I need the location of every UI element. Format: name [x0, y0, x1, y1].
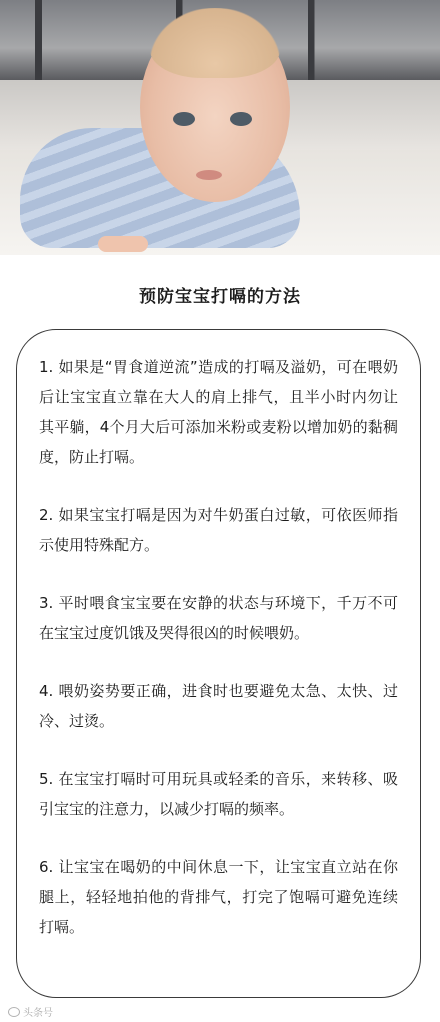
watermark-text: 头条号: [23, 1008, 53, 1019]
baby-hair: [150, 8, 280, 78]
watermark: [8, 1004, 53, 1019]
tip-item: 4. 喂奶姿势要正确，进食时也要避免太急、太快、过冷、过烫。: [39, 682, 398, 730]
tip-item: 3. 平时喂食宝宝要在安静的状态与环境下，千万不可在宝宝过度饥饿及哭得很凶的时候喂奶。: [39, 594, 398, 642]
weibo-icon: [8, 1007, 20, 1017]
baby-hand: [98, 236, 148, 252]
baby-eye-right: [230, 112, 252, 126]
tip-item: 5. 在宝宝打嗝时可用玩具或轻柔的音乐，来转移、吸引宝宝的注意力，以减少打嗝的频率。: [39, 770, 398, 818]
tip-item: 6. 让宝宝在喝奶的中间休息一下，让宝宝直立站在你腿上，轻轻地拍他的背排气，打完了饱嗝可避免连续打嗝。: [39, 858, 398, 936]
tip-item: 1. 如果是“胃食道逆流”造成的打嗝及溢奶，可在喂奶后让宝宝直立靠在大人的肩上排气，且半小时内勿让其平躺，4个月大后可添加米粉或麦粉以增加奶的黏稠度，防止打嗝。: [39, 358, 398, 466]
baby-eye-left: [173, 112, 195, 126]
baby-mouth: [196, 170, 222, 180]
baby-photo: [0, 0, 440, 255]
tips-card: [16, 329, 421, 998]
article-title: 预防宝宝打嗝的方法: [139, 287, 301, 307]
tip-item: 2. 如果宝宝打嗝是因为对牛奶蛋白过敏，可依医师指示使用特殊配方。: [39, 506, 398, 554]
